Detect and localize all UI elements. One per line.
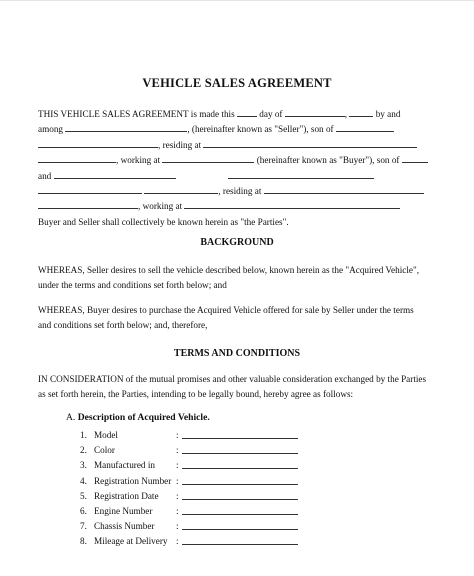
paragraph-line: WHEREAS, Buyer desires to purchase the Acquired Vehicle offered for sale by Seller under the terms — [38, 305, 414, 315]
model-field[interactable] — [182, 438, 298, 439]
paragraph-line: and conditions set forth below; and, therefore, — [38, 320, 208, 331]
item-colon: : — [176, 445, 179, 456]
item-label: Chassis Number — [94, 521, 155, 532]
background-heading: BACKGROUND — [200, 237, 274, 248]
item-number: 1. — [80, 430, 87, 440]
item-number: 8. — [80, 536, 87, 547]
description-title — [66, 412, 210, 423]
intro-text: THIS VEHICLE SALES AGREEMENT is made this — [38, 109, 235, 119]
paragraph-line: WHEREAS, Seller desires to sell the vehicle described below, known herein as the "Acquired Vehicle", — [38, 265, 420, 275]
intro-text: , working at — [116, 155, 161, 166]
buyer-address-blank — [264, 184, 424, 194]
seller-address-blank-2 — [38, 153, 116, 163]
item-label: Model — [94, 430, 118, 440]
intro-paragraph — [38, 107, 446, 230]
registration-date-field[interactable] — [182, 499, 298, 500]
document-title: VEHICLE SALES AGREEMENT — [142, 76, 332, 90]
section-prefix: A. — [66, 412, 76, 423]
item-number: 4. — [80, 475, 87, 486]
item-label: Registration Number — [94, 475, 172, 486]
intro-text: , — [344, 109, 348, 119]
item-colon: : — [176, 505, 179, 516]
registration-number-field[interactable] — [182, 484, 298, 485]
paragraph-line: IN CONSIDERATION of the mutual promises and other valuable consideration exchanged by the Parties — [38, 374, 427, 384]
intro-line-1 — [38, 107, 446, 122]
seller-work-blank — [162, 153, 254, 163]
buyer-work-blank — [184, 199, 400, 209]
mileage-field[interactable] — [182, 544, 298, 545]
buyer-name-blank — [54, 169, 176, 179]
item-number: 7. — [80, 521, 87, 532]
item-number: 5. — [80, 490, 87, 501]
buyer-blank-2 — [228, 169, 374, 179]
paragraph-line: under the terms and conditions set forth below; and — [38, 280, 227, 291]
intro-text: , residing at — [158, 139, 202, 150]
seller-address-blank — [203, 138, 417, 148]
seller-name-blank — [65, 122, 187, 132]
intro-line-5 — [38, 169, 446, 184]
engine-number-field[interactable] — [182, 514, 298, 515]
intro-text: , (hereinafter known as "Seller"), son of — [187, 124, 334, 135]
paragraph-line: as set forth herein, the Parties, intending to be legally bound, hereby agree as follows: — [38, 389, 354, 400]
item-colon: : — [176, 521, 179, 532]
item-colon: : — [176, 475, 179, 486]
year-blank — [349, 107, 373, 117]
day-blank — [237, 107, 257, 117]
intro-text: among — [38, 124, 64, 135]
item-number: 2. — [80, 445, 87, 456]
item-number: 3. — [80, 460, 87, 471]
item-colon: : — [176, 490, 179, 501]
terms-heading: TERMS AND CONDITIONS — [173, 348, 301, 359]
item-label: Mileage at Delivery — [94, 536, 168, 547]
item-colon: : — [176, 536, 179, 547]
buyer-address-blank-2 — [38, 199, 138, 209]
terms-paragraph — [38, 372, 448, 402]
background-paragraph-2 — [38, 303, 448, 333]
buyer-parent-blank — [402, 153, 428, 163]
intro-text: by and — [375, 109, 401, 119]
intro-text: day of — [259, 109, 283, 119]
buyer-parent-blank-3 — [144, 184, 218, 194]
seller-parent-blank-2 — [38, 138, 158, 148]
item-label: Engine Number — [94, 505, 153, 516]
manufactured-field[interactable] — [182, 468, 298, 469]
intro-line-4 — [38, 153, 446, 168]
buyer-parent-blank-2 — [38, 184, 142, 194]
intro-line-3 — [38, 138, 446, 153]
chassis-number-field[interactable] — [182, 529, 298, 530]
item-colon: : — [176, 460, 179, 471]
seller-parent-blank — [336, 122, 394, 132]
intro-text: (hereinafter known as "Buyer"), son of — [256, 155, 400, 166]
item-label: Manufactured in — [94, 460, 155, 471]
intro-text: and — [38, 170, 52, 181]
month-blank — [285, 107, 348, 119]
color-field[interactable] — [182, 453, 298, 454]
intro-line-7 — [38, 199, 446, 214]
intro-text: , working at — [138, 201, 183, 212]
intro-line-6 — [38, 184, 446, 199]
intro-line-8: Buyer and Seller shall collectively be known herein as "the Parties". — [38, 216, 289, 227]
section-title: Description of Acquired Vehicle. — [77, 412, 210, 423]
intro-line-2 — [38, 122, 446, 137]
background-paragraph-1 — [38, 263, 448, 293]
intro-text: , residing at — [218, 186, 262, 197]
item-label: Color — [94, 445, 115, 456]
item-colon: : — [176, 430, 179, 440]
item-label: Registration Date — [94, 490, 159, 501]
item-number: 6. — [80, 505, 87, 516]
